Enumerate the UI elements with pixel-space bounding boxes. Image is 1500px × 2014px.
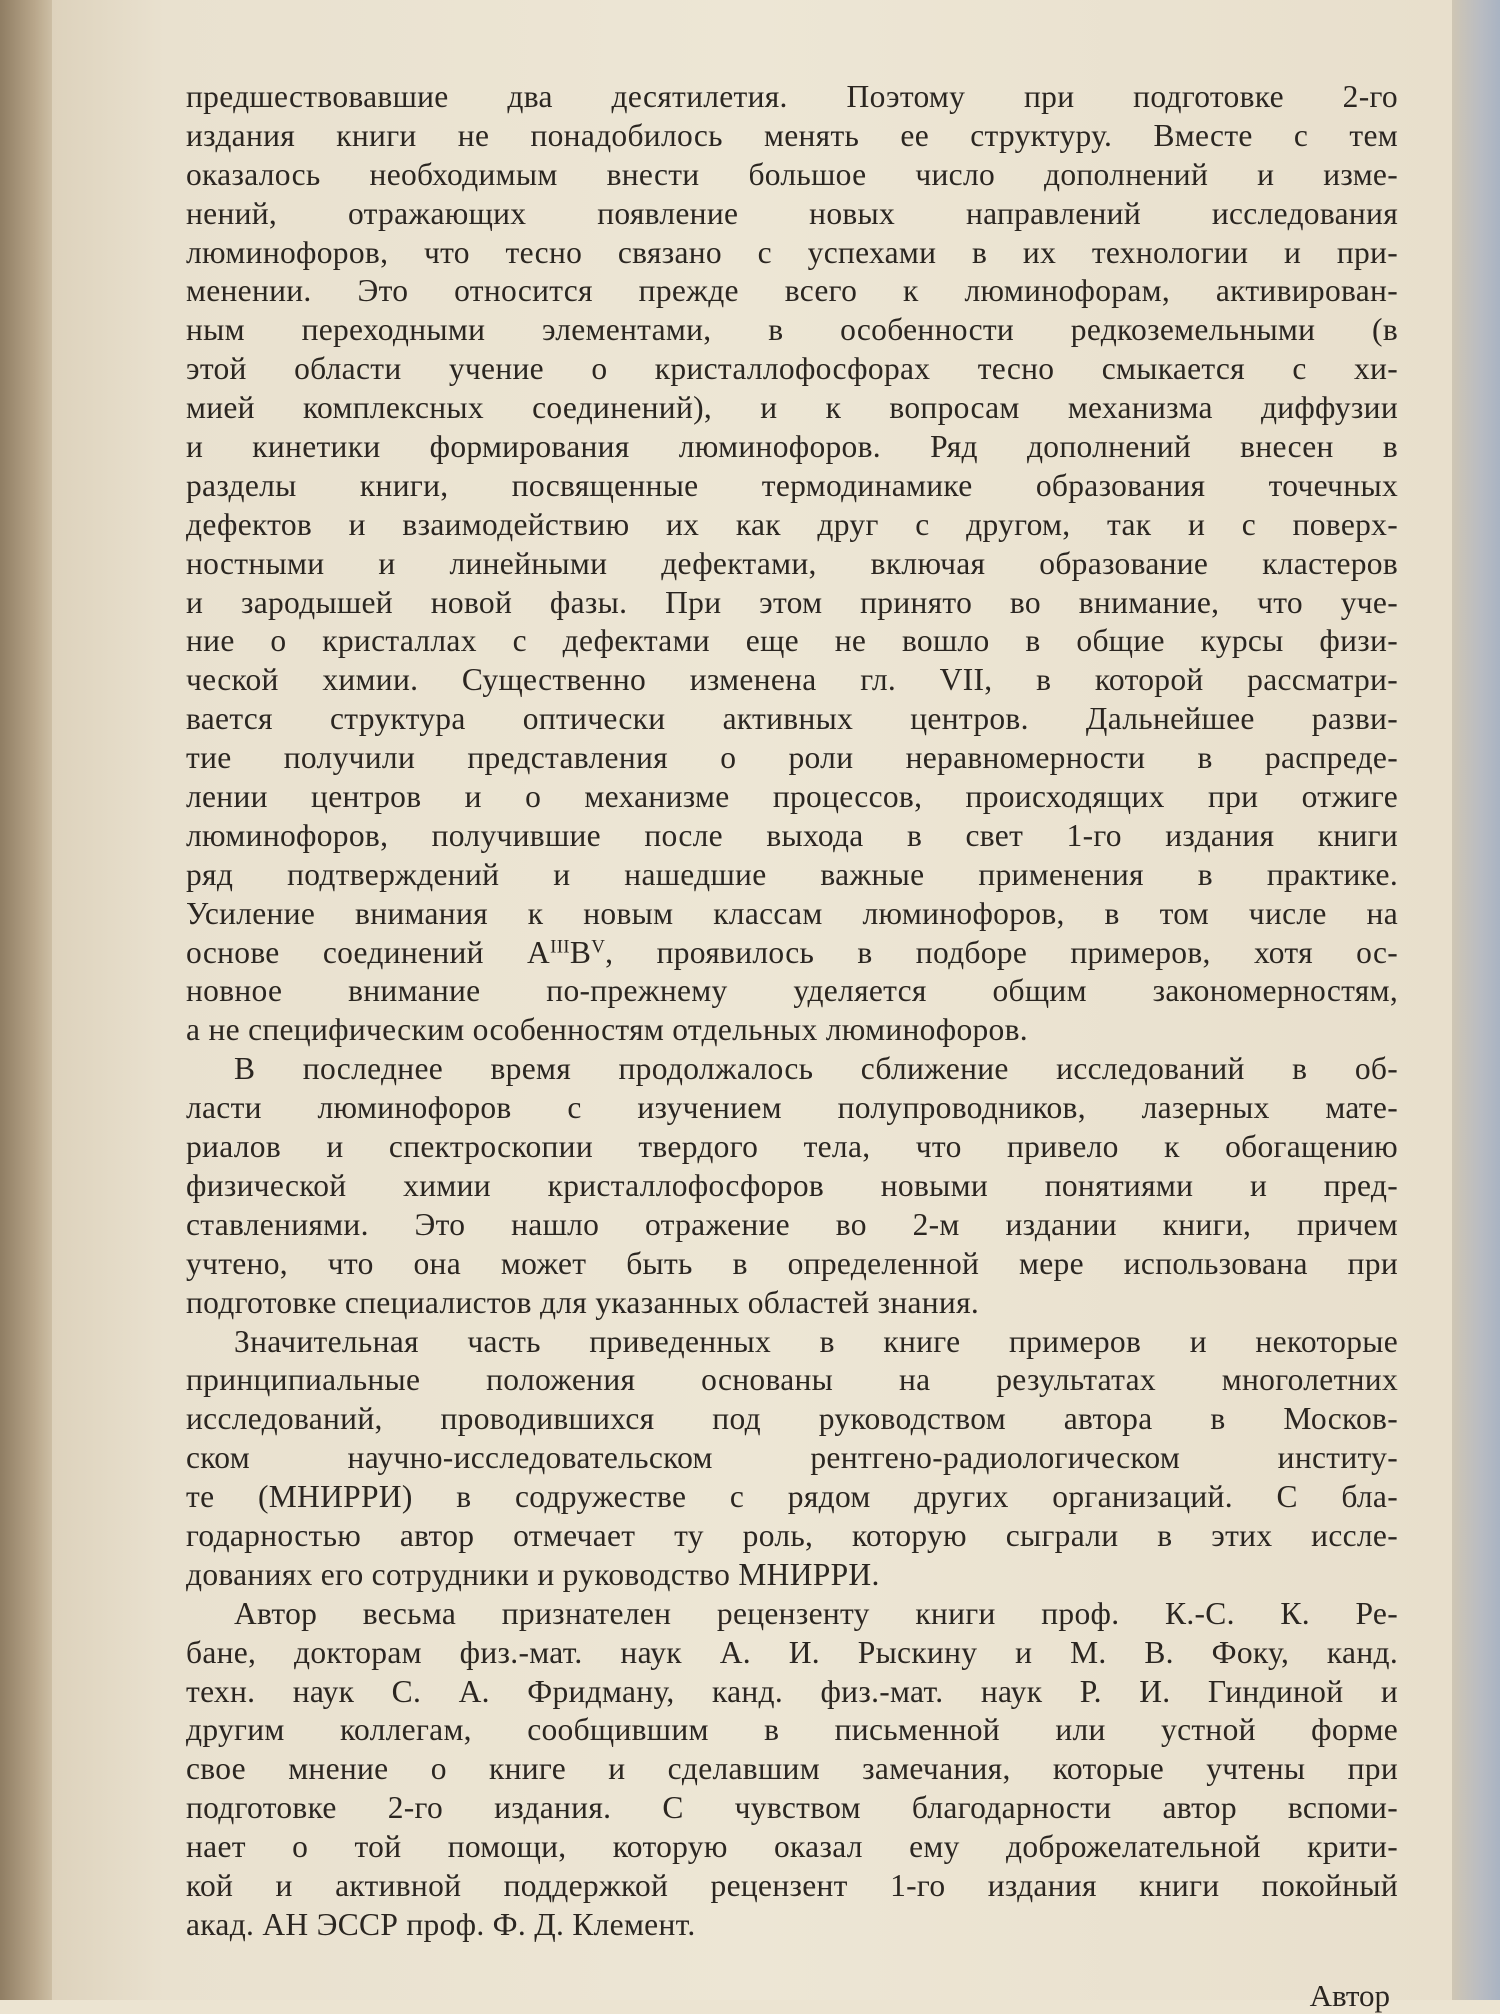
text-line: дефектов и взаимодействию их как друг с другом, так и с поверх- xyxy=(186,506,1398,542)
text-line: вается структура оптически активных центров. Дальнейшее разви- xyxy=(186,701,1398,737)
text-line: оказалось необходимым внести большое число дополнений и изме- xyxy=(186,156,1398,192)
text-line: Усиление внимания к новым классам люминофоров, в том числе на xyxy=(186,895,1398,931)
text-line: ласти люминофоров с изучением полупроводников, лазерных мате- xyxy=(186,1090,1398,1126)
text-line: тие получили представления о роли неравномерности в распреде- xyxy=(186,740,1398,776)
text-line: техн. наук С. А. Фридману, канд. физ.-мат. наук Р. И. Гиндиной и xyxy=(186,1673,1398,1709)
text-line: В последнее время продолжалось сближение исследований в об- xyxy=(234,1051,1398,1087)
text-line: предшествовавшие два десятилетия. Поэтому при подготовке 2-го xyxy=(186,79,1398,114)
text-line: этой области учение о кристаллофосфорах тесно смыкается с хи- xyxy=(186,351,1398,387)
text-line: дованиях его сотрудники и руководство МНИРРИ. xyxy=(186,1556,880,1592)
text-line: ние о кристаллах с дефектами еще не вошло в общие курсы физи- xyxy=(186,623,1398,659)
paragraph xyxy=(186,1595,1398,1945)
text-line: учтено, что она может быть в определенной мере использована при xyxy=(186,1245,1398,1281)
paragraph xyxy=(186,1323,1398,1595)
text-line: Автор весьма признателен рецензенту книги проф. К.-С. К. Ре- xyxy=(234,1595,1398,1631)
text-line: люминофоров, получившие после выхода в свет 1-го издания книги xyxy=(186,817,1398,853)
text-line: годарностью автор отмечает ту роль, которую сыграли в этих иссле- xyxy=(186,1517,1398,1553)
text-line: нает о той помощи, которую оказал ему доброжелательной крити- xyxy=(186,1829,1398,1865)
text-line: ставлениями. Это нашло отражение во 2-м издании книги, причем xyxy=(186,1206,1398,1242)
text-line: разделы книги, посвященные термодинамике образования точечных xyxy=(186,467,1398,503)
text-line: акад. АН ЭССР проф. Ф. Д. Клемент. xyxy=(186,1906,696,1942)
text-line: а не специфическим особенностям отдельных люминофоров. xyxy=(186,1012,1028,1048)
text-line: менении. Это относится прежде всего к люминофорам, активирован- xyxy=(186,273,1398,309)
paragraph xyxy=(186,1050,1398,1322)
text-line: ностными и линейными дефектами, включая образование кластеров xyxy=(186,545,1398,581)
text-line: бане, докторам физ.-мат. наук А. И. Рыскину и М. В. Фоку, канд. xyxy=(186,1634,1398,1670)
text-line: другим коллегам, сообщившим в письменной или устной форме xyxy=(186,1712,1398,1748)
text-line: физической химии кристаллофосфоров новыми понятиями и пред- xyxy=(186,1167,1398,1203)
text-line: основе соединений $A^{III}B^V$, проявилось в подборе примеров, хотя ос- xyxy=(186,934,1399,970)
paragraph xyxy=(186,78,1398,1050)
preface-text xyxy=(186,78,1398,1945)
text-line: Значительная часть приведенных в книге примеров и некоторые xyxy=(234,1323,1398,1359)
text-line: ском научно-исследовательском рентгено-радиологическом институ- xyxy=(186,1440,1398,1476)
text-line: свое мнение о книге и сделавшим замечания, которые учтены при xyxy=(186,1751,1398,1787)
text-line: риалов и спектроскопии твердого тела, что привело к обогащению xyxy=(186,1129,1398,1165)
text-line: новное внимание по-прежнему уделяется общим закономерностям, xyxy=(186,973,1398,1009)
text-line: ным переходными элементами, в особенности редкоземельными (в xyxy=(186,312,1398,348)
text-line: нений, отражающих появление новых направлений исследования xyxy=(186,195,1398,231)
text-line: мией комплексных соединений), и к вопросам механизма диффузии xyxy=(186,390,1398,426)
text-line: издания книги не понадобилось менять ее структуру. Вместе с тем xyxy=(186,117,1398,153)
text-line: кой и активной поддержкой рецензент 1-го издания книги покойный xyxy=(186,1867,1398,1903)
page-right-edge xyxy=(1452,0,1500,2000)
text-line: подготовке 2-го издания. С чувством благодарности автор вспоми- xyxy=(186,1790,1398,1826)
text-line: люминофоров, что тесно связано с успехами в их технологии и при- xyxy=(186,234,1398,270)
text-line: лении центров и о механизме процессов, происходящих при отжиге xyxy=(186,779,1398,815)
text-line: те (МНИРРИ) в содружестве с рядом других организаций. С бла- xyxy=(186,1479,1398,1515)
text-line: и кинетики формирования люминофоров. Ряд дополнений внесен в xyxy=(186,429,1398,465)
author-signature: Автор xyxy=(1309,1978,1390,2013)
text-line: ряд подтверждений и нашедшие важные применения в практике. xyxy=(186,856,1398,892)
text-line: и зародышей новой фазы. При этом принято во внимание, что уче- xyxy=(186,584,1398,620)
text-line: исследований, проводившихся под руководством автора в Москов- xyxy=(186,1401,1398,1437)
text-line: принципиальные положения основаны на результатах многолетних xyxy=(186,1362,1398,1398)
text-line: ческой химии. Существенно изменена гл. VII, в которой рассматри- xyxy=(186,662,1398,698)
text-line: подготовке специалистов для указанных областей знания. xyxy=(186,1284,980,1320)
